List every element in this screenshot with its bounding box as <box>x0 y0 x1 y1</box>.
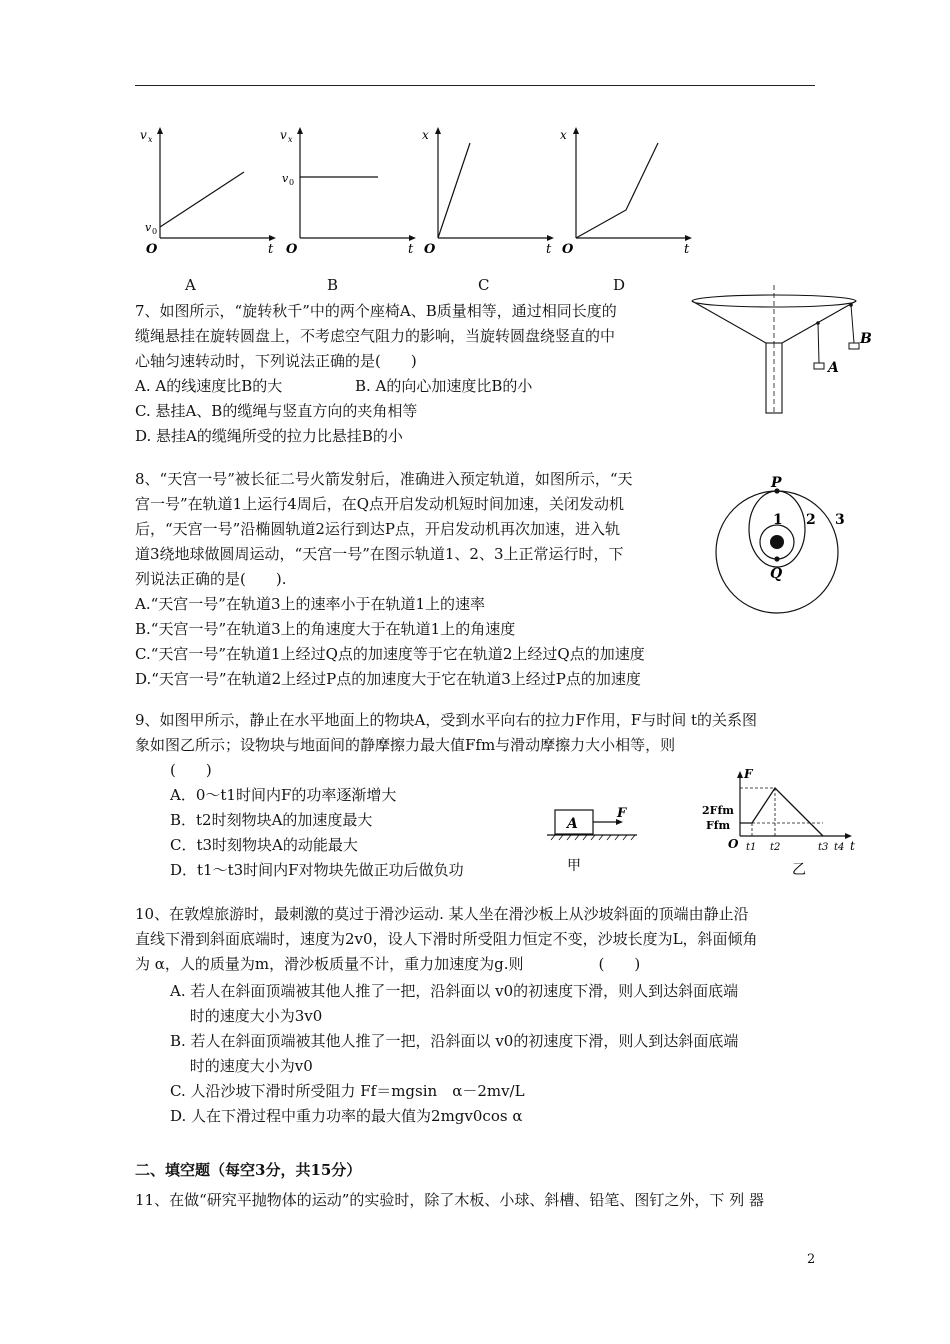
figure-caption-jia: 甲 <box>567 858 581 874</box>
svg-text:x: x <box>422 128 429 142</box>
graph-label-t1: t1 <box>746 842 757 853</box>
q10-option-a-line-1: A. 若人在斜面顶端被其他人推了一把，沿斜面以 v0的初速度下滑，则人到达斜面底端 <box>170 982 739 1000</box>
q8-stem-line-3: 后，“天宫一号”沿椭圆轨道2运行到达P点，开启发动机再次加速，进入轨 <box>135 520 620 538</box>
page-number: 2 <box>807 1252 816 1267</box>
q10-option-a-line-2: 时的速度大小为3v0 <box>170 1007 323 1025</box>
q7-option-a: A. A的线速度比B的大 <box>135 377 283 395</box>
svg-text:O: O <box>286 242 298 257</box>
graph-label-t: t <box>850 839 855 853</box>
svg-text:v: v <box>145 221 152 234</box>
svg-text:0: 0 <box>289 178 295 187</box>
svg-text:v: v <box>282 172 289 185</box>
q9-option-b: B．t2时刻物块A的加速度最大 <box>170 811 373 829</box>
svg-text:t: t <box>268 242 274 257</box>
svg-text:x: x <box>560 128 567 142</box>
graph-label-c: C <box>478 276 490 294</box>
orbit-label-2: 2 <box>806 512 816 528</box>
q9-option-d: D．t1～t3时间内F对物块先做正功后做负功 <box>170 861 464 879</box>
q7-option-c: C. 悬挂A、B的缆绳与竖直方向的夹角相等 <box>135 402 418 420</box>
graph-label-a: A <box>185 276 196 294</box>
swing-label-a: A <box>828 360 839 376</box>
svg-text:t: t <box>408 242 414 257</box>
graph-b <box>280 125 420 255</box>
figure-caption-yi: 乙 <box>792 862 806 878</box>
svg-text:O: O <box>562 242 574 257</box>
graph-label-t3: t3 <box>818 842 829 853</box>
force-time-graph-yi <box>700 768 870 883</box>
q7-stem-line-2: 缆绳悬挂在旋转圆盘上，不考虑空气阻力的影响，当旋转圆盘绕竖直的中 <box>135 327 616 345</box>
q9-stem-line-3: ( ) <box>170 761 212 779</box>
q8-option-c: C.“天宫一号”在轨道1上经过Q点的加速度等于它在轨道2上经过Q点的加速度 <box>135 645 645 663</box>
svg-text:v: v <box>140 128 147 142</box>
q7-stem-line-3: 心轴匀速转动时，下列说法正确的是( ) <box>135 352 417 370</box>
graph-label-2ffm: 2Ffm <box>702 804 734 817</box>
svg-text:O: O <box>424 242 436 257</box>
orbit-label-p: P <box>771 475 782 491</box>
graph-a <box>140 125 280 255</box>
graph-label-t2: t2 <box>770 842 781 853</box>
q9-option-a: A．0～t1时间内F的功率逐渐增大 <box>170 786 397 804</box>
svg-text:v: v <box>280 128 287 142</box>
orbit-label-1: 1 <box>773 512 783 528</box>
force-label-f: F <box>617 806 627 821</box>
q10-stem-line-1: 10、在敦煌旅游时，最刺激的莫过于滑沙运动. 某人坐在滑沙板上从沙坡斜面的顶端由静止沿 <box>135 905 749 923</box>
graph-label-d: D <box>613 276 626 294</box>
q8-option-d: D.“天宫一号”在轨道2上经过P点的加速度大于它在轨道3上经过P点的加速度 <box>135 670 641 688</box>
q8-stem-line-4: 道3绕地球做圆周运动，“天宫一号”在图示轨道1、2、3上正常运行时，下 <box>135 545 624 563</box>
graph-c <box>418 125 558 255</box>
q8-stem-line-5: 列说法正确的是( ). <box>135 570 287 588</box>
q8-option-a: A.“天宫一号”在轨道3上的速率小于在轨道1上的速率 <box>135 595 486 613</box>
q7-stem-line-1: 7、如图所示，“旋转秋千”中的两个座椅A、B质量相等，通过相同长度的 <box>135 302 617 320</box>
svg-text:O: O <box>146 242 158 257</box>
swing-label-b: B <box>860 331 872 347</box>
q7-option-d: D. 悬挂A的缆绳所受的拉力比悬挂B的小 <box>135 427 403 445</box>
graph-d <box>556 125 696 255</box>
q10-stem-line-2: 直线下滑到斜面底端时，速度为2v0，设人下滑时所受阻力恒定不变，沙坡长度为L，斜面倾角 <box>135 930 758 948</box>
section-title-fill-in: 二、填空题（每空3分，共15分） <box>135 1161 362 1179</box>
q10-option-b-line-2: 时的速度大小为v0 <box>170 1057 313 1075</box>
graph-label-t4: t4 <box>834 842 845 853</box>
q9-option-c: C．t3时刻物块A的动能最大 <box>170 836 358 854</box>
header-rule <box>135 85 815 86</box>
q8-stem-line-2: 宫一号”在轨道1上运行4周后，在Q点开启发动机短时间加速，关闭发动机 <box>135 495 625 513</box>
q8-option-b: B.“天宫一号”在轨道3上的角速度大于在轨道1上的角速度 <box>135 620 516 638</box>
svg-text:x: x <box>148 135 153 144</box>
svg-text:t: t <box>684 242 690 257</box>
q10-option-c: C. 人沿沙坡下滑时所受阻力 Ff＝mgsin α－2mv/L <box>170 1082 525 1100</box>
block-figure-jia <box>545 800 645 880</box>
svg-text:t: t <box>546 242 552 257</box>
q8-stem-line-1: 8、“天宫一号”被长征二号火箭发射后，准确进入预定轨道，如图所示，“天 <box>135 470 633 488</box>
graph-label-origin: O <box>728 837 739 851</box>
orbit-label-q: Q <box>770 566 783 582</box>
orbit-figure <box>705 470 865 630</box>
graph-label-b: B <box>327 276 339 294</box>
q10-stem-line-3: 为 α，人的质量为m，滑沙板质量不计，重力加速度为g.则 ( ) <box>135 955 641 973</box>
rotating-swing-figure <box>688 283 872 423</box>
q9-stem-line-1: 9、如图甲所示，静止在水平地面上的物块A，受到水平向右的拉力F作用，F与时间 t的关系图 <box>135 711 757 729</box>
svg-text:x: x <box>288 135 293 144</box>
svg-text:0: 0 <box>152 227 158 236</box>
q10-option-d: D. 人在下滑过程中重力功率的最大值为2mgv0cos α <box>170 1107 523 1125</box>
q10-option-b-line-1: B. 若人在斜面顶端被其他人推了一把，沿斜面以 v0的初速度下滑，则人到达斜面底端 <box>170 1032 739 1050</box>
orbit-label-3: 3 <box>835 512 845 528</box>
block-label-a: A <box>567 816 578 832</box>
q7-option-b: B. A的向心加速度比B的小 <box>355 377 533 395</box>
q11-stem: 11、在做“研究平抛物体的运动”的实验时，除了木板、小球、斜槽、铅笔、图钉之外，下 列 器 <box>135 1191 764 1209</box>
q9-stem-line-2: 象如图乙所示；设物块与地面间的静摩擦力最大值Ffm与滑动摩擦力大小相等，则 <box>135 736 676 754</box>
graph-label-f: F <box>744 767 753 781</box>
graph-label-ffm: Ffm <box>706 819 731 832</box>
